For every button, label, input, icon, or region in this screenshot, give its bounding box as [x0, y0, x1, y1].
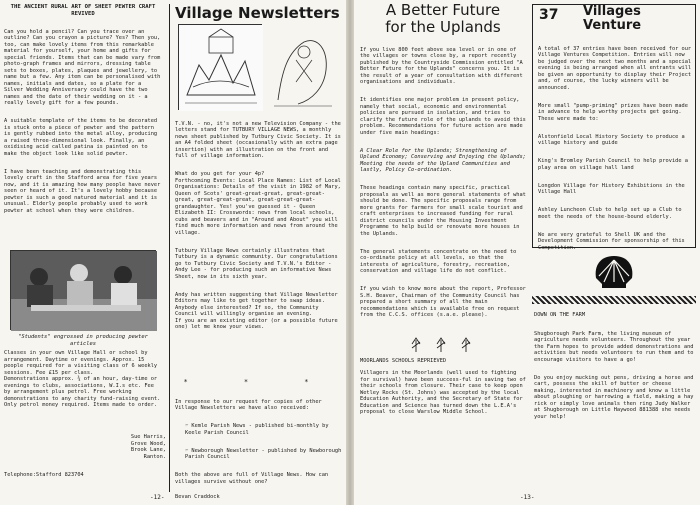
villages-venture-box [532, 4, 696, 251]
newsletters-paragraph-2: What do you get for your 4p? Forthcoming Events: Local Place Names: List of Local Organisations: Details of the visit in 1982 of Mary, Queen of Scots' great-great-great, great-great-great, great-great-great, great-great-great-grandaughter. Yes! you've guessed it - Queen Elizabeth II: Crosswords: news from local schools, cubs and beavers and in "Around and About" you will find much more information and news from around the village. [175, 171, 341, 236]
newsletters-paragraph-4: Andy has written suggesting that Village Newsletter Editors may like to get together to swap ideas. Anybody else interested? If so, the Community Council will willingly organise an evening. If you are an existing editor (or a possible future one) let me know your views. [175, 291, 338, 330]
venture-paragraph-1: A total of 37 entries have been received for our Village Ventures Competition. Entries will now be judged over the next two months and a special evening is being arranged when all entrants will be given an opportunity to display their Project and, of course, the lucky winners will be announced. [538, 45, 692, 91]
venture-item-kings-bromley: King's Bromley Parish Council to help provide a play area on village hall land [538, 158, 688, 171]
uplands-paragraph-4: These headings contain many specific, practical proposals as well as more general statements of what should be done. The specific proposals range from more grants for farmers for small scale tourist and craft enterprises to increased funding for rural district councils under the Housing Investment Programme to help build or renovate more houses in the Uplands. [360, 185, 526, 237]
pewter-article-body [4, 22, 162, 250]
venture-title-line-2: Venture [583, 18, 642, 33]
book-gutter [346, 0, 354, 505]
uplands-headings: A Clear Role for the Uplands; Strengthening of Upland Economy; Conserving and Enjoying the Uplands; Meeting the needs of the Upland Communities and lastly, Policy Co-ordination. [360, 147, 526, 173]
shell-logo-icon [592, 254, 636, 290]
farm-body [534, 324, 694, 498]
photo-caption: "Students" engrossed in producing pewter articles [18, 334, 148, 347]
venture-paragraph-2: More small "pump-priming" prizes have been made in advance to help worthy projects get going. These were made to: [538, 102, 688, 122]
uplands-title [360, 2, 526, 36]
section-stars: * * * [183, 378, 335, 386]
uplands-title-line-1: A Better Future [385, 1, 501, 19]
newsletters-paragraph-6: Both the above are full of Village News. How can villages survive without one? [175, 472, 329, 485]
newsletter-drawing-icon [179, 25, 263, 111]
newsletter-item-newborough: ☞ Newborough Newsletter - published by Newborough Parish Council [185, 447, 342, 460]
venture-title-number: 37 [539, 7, 559, 23]
newsletters-paragraph-1: T.V.N. - no, it's not a new Television Company - the letters stand for TUTBURY VILLAGE NEWS, a monthly news sheet published by Tutbury Civic Society. It is an A4 folded sheet (occasionally with an extra page insertion) with an illustration on the front and full of village information. [175, 120, 341, 159]
pewter-class-photo [10, 250, 156, 330]
page-number-right: -13- [520, 494, 535, 501]
uplands-title-line-2: for the Uplands [385, 18, 501, 36]
newsletters-title: Village Newsletters [175, 4, 340, 22]
uplands-paragraph-1: If you live 800 feet above sea level or in one of the villages or towns close by, a report recently published by the Countryside Commission entitled "A Better Future for the Uplands" concerns you. It is the result of a year of consultation with different organisations and individuals. [360, 46, 523, 85]
moorlands-body: Villagers in the Moorlands (well used to fighting for survival) have been success-ful in saving two of their schools from closure. Their case to keep open Wetley Rocks (St. Johns) was accepted by the local Education Authority, and the Secretary of State for Education and Science has turned down the L.E.A's proposal to close Warslow Middle School. [360, 370, 526, 415]
pointing-hand-icon: ☞ [185, 447, 192, 454]
venture-item-alstonfield: Alstonfield Local History Society to produce a village history and guide [538, 133, 685, 146]
uplands-body [360, 40, 526, 332]
newsletters-paragraph-5: In response to our request for copies of other Village Newsletters we have also received: [175, 398, 322, 411]
students-photo-icon [11, 251, 157, 331]
newsletters-body [175, 114, 343, 376]
venture-paragraph-3: We are very grateful to Shell UK and the Development Commission for sponsorship of this Competition. [538, 231, 685, 251]
newsletters-author: Bevan Craddock [175, 494, 220, 500]
uplands-paragraph-6: If you wish to know more about the report, Professor S.H. Beaver, Chairman of the Community Council has prepared a short summary of all the main recommendations which is available free on request from the C.C.S. offices (s.a.e. please). [360, 286, 526, 318]
right-page [354, 0, 700, 505]
decorative-band [532, 296, 696, 304]
pewter-paragraph-1: Can you hold a pencil? Can you trace over an outline? Can you crayon a picture? Yes? Then you, too, can make lovely items from this remarkable material for yourself, your home and gifts for special friends. Items that can be made vary from photo-graph frames and mirrors, dressing table sets to boxes, plates, plaques and jewellery, to name but a few. Any item can be personalised with names, initials and dates, so a plate for a Silver Wedding Anniversary could have the two names and the date of their wedding on it - a really lovely gift for a few pounds. [4, 28, 161, 106]
pointing-hand-icon: ☞ [185, 423, 192, 429]
page-number-left: -12- [150, 494, 165, 501]
pewter-class-details: Classes in your own Village Hall or school by arrangement. Daytime or evenings. Approx. 15 people required for a visiting class of 6 weekly sessions. Fee £15 per class. Demonstrations approx. ¾ of an hour, day-time or evenings to clubs, associations, W.I.s etc. Fee by arrangement plus petrol. Free working demonstrations to any charity fund-raising event. Only petrol money required. Items made to order. [4, 350, 161, 408]
farm-paragraph-2: Do you enjoy mucking out pens, driving a horse and cart, possess the skill of butter or cheese making, interested in machinery and know a little about ploughing or harrowing a field, making a hay rick or simply love animals then ring Judy Walker at Shugborough on Little Haywood 881388 she needs your help! [534, 374, 694, 420]
column-divider [169, 4, 170, 492]
uplands-paragraph-2: It identifies one major problem in present policy, namely that social, economic and environmental policies are pursued in isolation, and tries to clarify the future role of the uplands to avoid this problem. Recommendations for future action are made under five main headings: [360, 97, 526, 136]
pewter-article-title: THE ANCIENT RURAL ART OF SHEET PEWTER CRAFT REVIVED [10, 4, 156, 17]
newsletter-item-kemle: ☞ Kemle Parish News - published bi-monthly by Keele Parish Council [185, 423, 329, 436]
farm-subhead: DOWN ON THE FARM [534, 312, 586, 318]
venture-item-longdon: Longdon Village for History Exhibitions in the Village Hall [538, 182, 685, 195]
venture-title-line-1: Villages [583, 4, 641, 19]
flower-ornament-icon [406, 336, 476, 354]
farm-paragraph-1: Shugborough Park Farm, the living museum of agriculture needs volunteers. Throughout the year the Farm hopes to provide added demonstrations and activities but needs volunteers to run them and to encourage visitors to have a go! [534, 330, 694, 363]
left-page [0, 0, 346, 505]
newsletter-sketch-icon [268, 30, 338, 108]
moorlands-subhead: MOORLANDS SCHOOLS REPRIEVED [360, 358, 447, 364]
tvn-newsletter-cover [178, 24, 262, 110]
author-address: Sue Harris, Grove Wood, Brook Lane, Ranton. [130, 434, 166, 460]
venture-body [538, 39, 692, 251]
pewter-paragraph-2: A suitable template of the items to be decorated is stuck onto a piece of pewter and the pattern is gently rubbed into the metal alloy, producing a raised three-dimensional look. Finally, an oxidising acid called patina is painted on to make the object look like solid pewter. [4, 118, 158, 157]
pewter-paragraph-3: I have been teaching and demonstrating this lovely craft in the Stafford area for five years now, and it is amazing how many people have never seen or heard of it. It's a lovely hobby because pewter is such a good natured material and it is unusual. Elderly people probably used to work pewter at school when they were children. [4, 168, 161, 214]
newsletters-paragraph-3: Tutbury Village News certainly illustrates that Tutbury is a dynamic community. Our congratulations go to Tutbury Civic Society and T.V.N.'s Editor - Andy Lee - for producing such an informative News Sheet, now in its sixth year. [175, 247, 338, 280]
venture-item-ashley: Ashley Luncheon Club to help set up a Club to meet the needs of the house-bound elderly. [538, 207, 682, 220]
uplands-paragraph-5: The general statements concentrate on the need to co-ordinate policy at all levels, so that the interests of agriculture, forestry, recreation, conservation and village life do not conflict. [360, 248, 517, 274]
telephone-line: Telephone:Stafford 823704 [4, 472, 84, 478]
newsletters-received [175, 392, 343, 488]
